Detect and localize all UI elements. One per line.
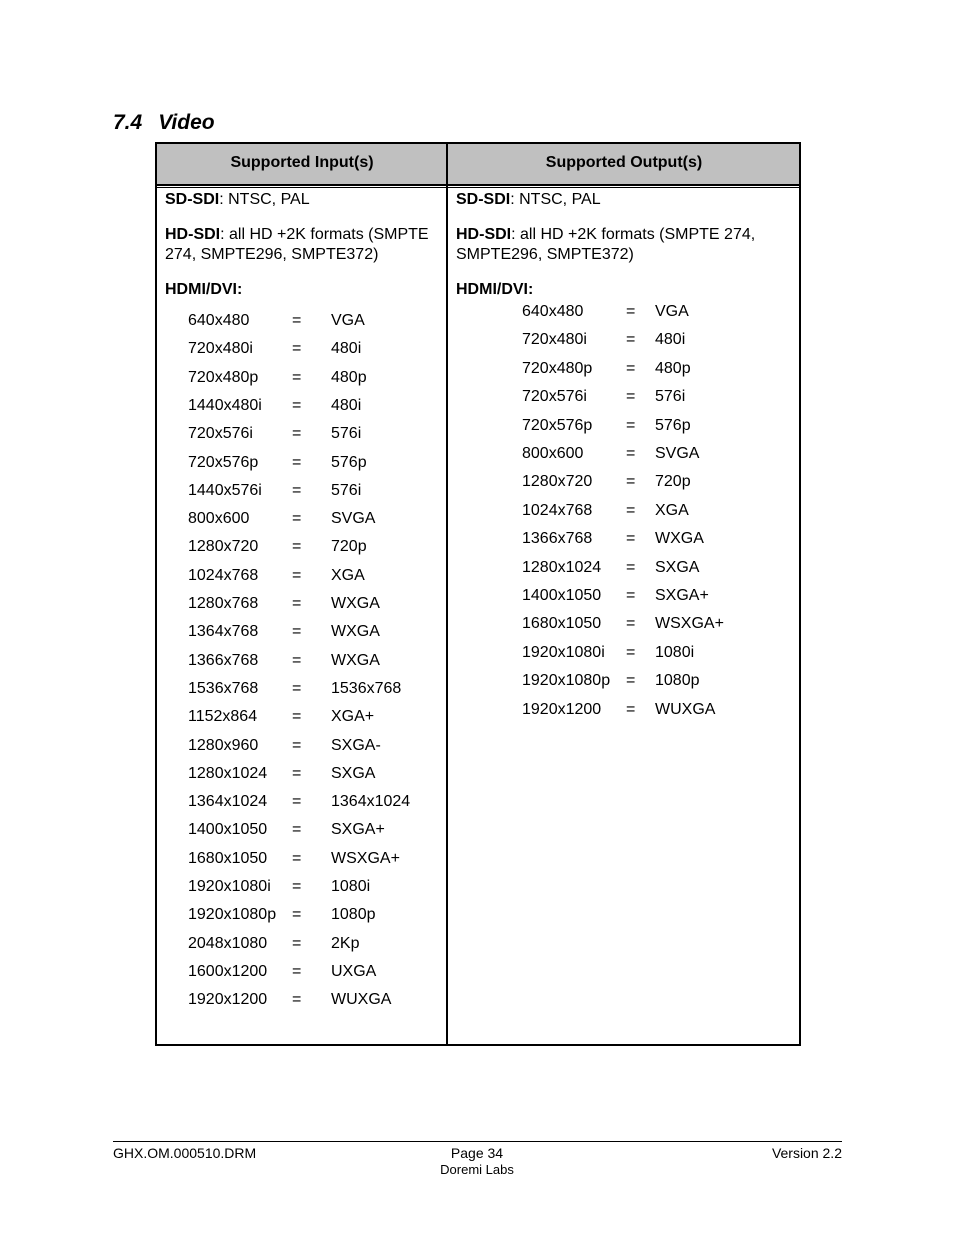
output-equals-sign: = xyxy=(626,587,636,604)
output-equals-sign: = xyxy=(626,445,636,462)
input-format-name: WXGA xyxy=(331,595,380,612)
output-format-name: SXGA+ xyxy=(655,587,709,604)
input-format-name: WSXGA+ xyxy=(331,849,400,867)
input-equals-sign: = xyxy=(292,849,302,867)
input-equals-sign: = xyxy=(292,906,302,924)
input-equals-sign: = xyxy=(292,623,302,641)
output-hd-sdi xyxy=(456,225,796,265)
output-format-name: 480i xyxy=(655,331,686,349)
output-equals-sign: = xyxy=(626,501,636,519)
input-format-name: 1080p xyxy=(331,906,376,924)
header-divider xyxy=(157,187,799,188)
input-format-name: SXGA+ xyxy=(331,821,385,839)
output-format-name: SXGA xyxy=(655,558,700,576)
input-sd-sdi-label: SD-SDI xyxy=(165,191,220,208)
input-equals-sign: = xyxy=(292,878,302,895)
column-divider xyxy=(446,144,448,1044)
output-format-name: WUXGA xyxy=(655,700,716,718)
input-format-name: 2Kp xyxy=(331,934,360,952)
input-equals-sign: = xyxy=(292,793,302,811)
input-format-name: SXGA- xyxy=(331,736,381,754)
input-equals-sign: = xyxy=(292,764,302,782)
input-resolution: 1364x1024 xyxy=(188,793,268,811)
input-resolution: 1280x768 xyxy=(188,595,259,612)
output-resolution: 1920x1200 xyxy=(522,700,602,718)
input-equals-sign: = xyxy=(292,595,302,612)
input-resolution: 1600x1200 xyxy=(188,962,268,980)
output-format-name: 1080i xyxy=(655,643,695,661)
input-equals-sign: = xyxy=(292,821,302,839)
input-resolution: 2048x1080 xyxy=(188,934,268,952)
input-hd-sdi-text: : all HD +2K formats (SMPTE 274, SMPTE296, SMPTE372) xyxy=(165,226,429,263)
input-resolution: 1024x768 xyxy=(188,566,259,584)
input-resolution: 1536x768 xyxy=(188,679,259,697)
input-equals-sign: = xyxy=(292,962,302,980)
section-title: Video xyxy=(158,111,215,134)
output-resolution: 640x480 xyxy=(522,303,584,320)
input-format-name: 480i xyxy=(331,340,362,358)
input-resolution: 640x480 xyxy=(188,312,250,329)
input-sd-sdi xyxy=(165,190,441,210)
input-format-name: XGA+ xyxy=(331,708,375,726)
output-equals-sign: = xyxy=(626,643,636,661)
output-equals-sign: = xyxy=(626,359,636,377)
table-header-row xyxy=(157,144,799,186)
input-resolution: 720x576i xyxy=(188,425,253,443)
input-format-name: WXGA xyxy=(331,623,380,641)
input-hdmi-dvi-label: HDMI/DVI: xyxy=(165,281,243,298)
output-resolution: 720x576i xyxy=(522,388,587,406)
output-format-name: 480p xyxy=(655,359,691,377)
output-equals-sign: = xyxy=(626,558,636,576)
input-resolution: 720x480p xyxy=(188,368,259,386)
output-resolution: 1920x1080i xyxy=(522,643,605,661)
input-format-name: 1080i xyxy=(331,878,371,895)
output-hd-sdi-text: : all HD +2K formats (SMPTE 274, SMPTE296, SMPTE372) xyxy=(456,226,756,263)
output-format-name: VGA xyxy=(655,303,689,320)
output-format-name: WSXGA+ xyxy=(655,615,724,633)
output-resolution: 720x480p xyxy=(522,359,593,377)
input-format-name: WXGA xyxy=(331,651,380,669)
output-equals-sign: = xyxy=(626,331,636,349)
input-format-name: 480p xyxy=(331,368,367,386)
input-resolution: 1440x480i xyxy=(188,396,262,414)
output-resolution: 1280x1024 xyxy=(522,558,602,576)
input-format-name: 576p xyxy=(331,453,367,471)
input-format-name: 576i xyxy=(331,425,362,443)
input-resolution: 1366x768 xyxy=(188,651,259,669)
output-sd-sdi xyxy=(456,190,796,210)
output-format-list xyxy=(456,300,796,728)
output-format-name: WXGA xyxy=(655,530,704,548)
input-resolution: 720x576p xyxy=(188,453,259,471)
footer-rule xyxy=(113,1141,842,1142)
footer-doc-id: GHX.OM.000510.DRM xyxy=(113,1145,257,1161)
output-resolution: 1920x1080p xyxy=(522,672,611,690)
output-format-name: 1080p xyxy=(655,672,700,690)
input-equals-sign: = xyxy=(292,736,302,754)
input-resolution: 1280x960 xyxy=(188,736,259,754)
input-equals-sign: = xyxy=(292,368,302,386)
footer-page-number: Page 34 xyxy=(450,1145,504,1161)
footer-company: Doremi Labs xyxy=(440,1162,514,1177)
input-format-name: VGA xyxy=(331,312,365,329)
input-resolution: 1920x1200 xyxy=(188,991,268,1009)
output-hd-sdi-label: HD-SDI xyxy=(456,226,512,243)
input-format-name: SVGA xyxy=(331,510,376,528)
output-resolution: 720x576p xyxy=(522,416,593,434)
output-equals-sign: = xyxy=(626,388,636,406)
input-resolution: 1920x1080i xyxy=(188,878,271,895)
input-resolution: 800x600 xyxy=(188,510,250,528)
input-equals-sign: = xyxy=(292,481,302,499)
inputs-column xyxy=(165,190,441,1019)
input-equals-sign: = xyxy=(292,425,302,443)
output-equals-sign: = xyxy=(626,416,636,434)
output-resolution: 1680x1050 xyxy=(522,615,602,633)
input-equals-sign: = xyxy=(292,991,302,1009)
output-resolution: 1280x720 xyxy=(522,473,593,491)
output-sd-sdi-label: SD-SDI xyxy=(456,191,511,208)
section-number: 7.4 xyxy=(113,111,143,134)
output-format-name: 576i xyxy=(655,388,686,406)
input-format-name: WUXGA xyxy=(331,991,392,1009)
output-format-name: 720p xyxy=(655,473,691,491)
input-equals-sign: = xyxy=(292,396,302,414)
output-resolution: 720x480i xyxy=(522,331,587,349)
input-resolution: 1280x1024 xyxy=(188,764,268,782)
section-heading xyxy=(113,111,215,135)
output-resolution: 1366x768 xyxy=(522,530,593,548)
input-resolution: 1364x768 xyxy=(188,623,259,641)
input-format-list xyxy=(165,300,441,1019)
output-format-name: XGA xyxy=(655,501,689,519)
input-equals-sign: = xyxy=(292,510,302,528)
footer-version: Version 2.2 xyxy=(771,1145,842,1161)
outputs-column xyxy=(456,190,796,728)
input-equals-sign: = xyxy=(292,708,302,726)
input-resolution: 1920x1080p xyxy=(188,906,277,924)
input-resolution: 1440x576i xyxy=(188,481,262,499)
input-equals-sign: = xyxy=(292,538,302,556)
output-equals-sign: = xyxy=(626,615,636,633)
input-sd-sdi-text: : NTSC, PAL xyxy=(219,191,310,208)
video-formats-table xyxy=(155,142,801,1046)
input-format-name: 480i xyxy=(331,396,362,414)
output-format-name: SVGA xyxy=(655,445,700,462)
input-equals-sign: = xyxy=(292,312,302,329)
output-resolution: 800x600 xyxy=(522,445,584,462)
input-hd-sdi-label: HD-SDI xyxy=(165,226,221,243)
input-resolution: 1680x1050 xyxy=(188,849,268,867)
input-equals-sign: = xyxy=(292,566,302,584)
output-format-name: 576p xyxy=(655,416,691,434)
input-resolution: 1400x1050 xyxy=(188,821,268,839)
input-resolution: 1280x720 xyxy=(188,538,259,556)
output-equals-sign: = xyxy=(626,473,636,491)
input-format-name: 1536x768 xyxy=(331,679,402,697)
output-resolution: 1024x768 xyxy=(522,501,593,519)
input-format-name: SXGA xyxy=(331,764,376,782)
input-equals-sign: = xyxy=(292,934,302,952)
output-resolution: 1400x1050 xyxy=(522,587,602,604)
input-equals-sign: = xyxy=(292,340,302,358)
input-format-name: 1364x1024 xyxy=(331,793,411,811)
output-equals-sign: = xyxy=(626,700,636,718)
input-equals-sign: = xyxy=(292,679,302,697)
output-equals-sign: = xyxy=(626,530,636,548)
input-equals-sign: = xyxy=(292,651,302,669)
input-format-name: UXGA xyxy=(331,962,377,980)
output-hdmi-dvi-label: HDMI/DVI: xyxy=(456,281,534,298)
output-equals-sign: = xyxy=(626,672,636,690)
supported-inputs-header: Supported Input(s) xyxy=(230,154,374,171)
input-hd-sdi xyxy=(165,225,441,265)
supported-outputs-header: Supported Output(s) xyxy=(545,154,703,171)
output-equals-sign: = xyxy=(626,303,636,320)
input-format-name: XGA xyxy=(331,566,365,584)
input-equals-sign: = xyxy=(292,453,302,471)
input-format-name: 720p xyxy=(331,538,367,556)
output-sd-sdi-text: : NTSC, PAL xyxy=(510,191,601,208)
input-resolution: 1152x864 xyxy=(188,708,258,726)
input-resolution: 720x480i xyxy=(188,340,253,358)
input-format-name: 576i xyxy=(331,481,362,499)
